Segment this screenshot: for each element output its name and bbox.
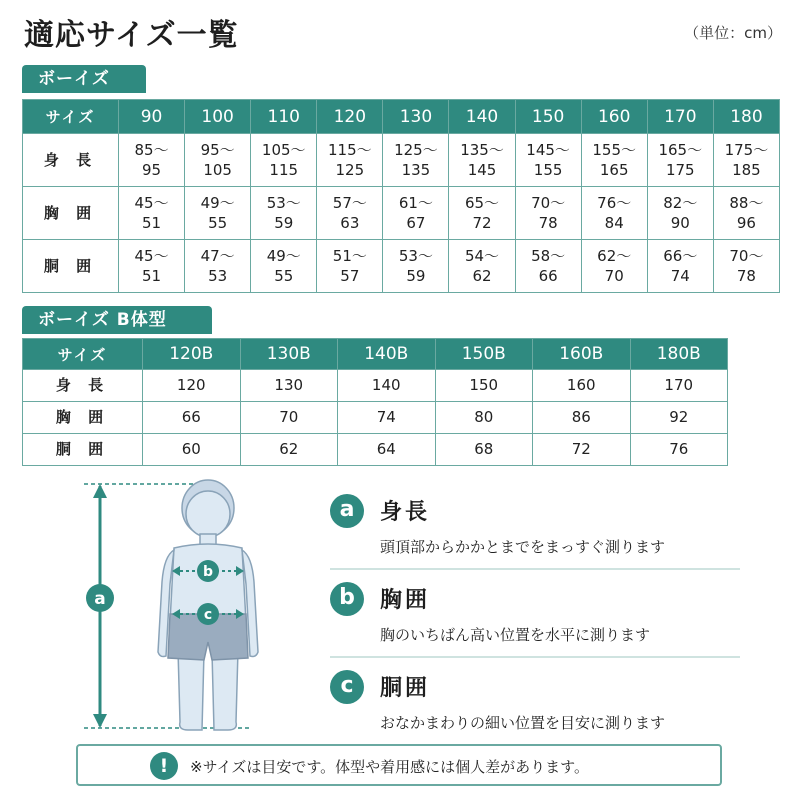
legend-b-name: 胸囲 bbox=[380, 588, 431, 613]
child-figure-illustration bbox=[70, 472, 310, 742]
table-cell: 47～ 53 bbox=[185, 240, 251, 293]
table-cell: 145～ 155 bbox=[515, 134, 581, 187]
size-column-header: 180B bbox=[630, 339, 728, 370]
table-cell: 80 bbox=[435, 402, 533, 434]
table-cell: 82～ 90 bbox=[647, 187, 713, 240]
table-cell: 76 bbox=[630, 434, 728, 466]
size-column-header: 170 bbox=[647, 100, 713, 134]
table-cell: 86 bbox=[533, 402, 631, 434]
table-cell: 74 bbox=[338, 402, 436, 434]
table-cell: 45～ 51 bbox=[119, 240, 185, 293]
table-cell: 70～ 78 bbox=[713, 240, 779, 293]
table-cell: 160 bbox=[533, 370, 631, 402]
row-label: 身 長 bbox=[23, 134, 119, 187]
row-label: 胴 囲 bbox=[23, 240, 119, 293]
table-cell: 150 bbox=[435, 370, 533, 402]
table-cell: 135～ 145 bbox=[449, 134, 515, 187]
table-cell: 58～ 66 bbox=[515, 240, 581, 293]
table-cell: 165～ 175 bbox=[647, 134, 713, 187]
table-cell: 105～ 115 bbox=[251, 134, 317, 187]
notice-box bbox=[76, 744, 722, 786]
table-cell: 57～ 63 bbox=[317, 187, 383, 240]
size-column-header: 120B bbox=[143, 339, 241, 370]
size-column-header: 120 bbox=[317, 100, 383, 134]
legend-c-badge: c bbox=[330, 670, 364, 704]
legend-a-desc: 頭頂部からかかとまでをまっすぐ測ります bbox=[380, 538, 666, 556]
size-column-header: 100 bbox=[185, 100, 251, 134]
table-header-row bbox=[23, 339, 728, 370]
row-label: 胴 囲 bbox=[23, 434, 143, 466]
table-cell: 125～ 135 bbox=[383, 134, 449, 187]
page-title: 適応サイズ一覧 bbox=[24, 18, 239, 53]
table-cell: 130 bbox=[240, 370, 338, 402]
table-cell: 140 bbox=[338, 370, 436, 402]
table-cell: 92 bbox=[630, 402, 728, 434]
table-cell: 70 bbox=[240, 402, 338, 434]
legend-a-badge: a bbox=[330, 494, 364, 528]
table-cell: 60 bbox=[143, 434, 241, 466]
marker-c-letter: c bbox=[203, 607, 213, 623]
arrow-down-icon bbox=[93, 714, 107, 728]
table-row bbox=[23, 240, 780, 293]
section-tag-boys-b: ボーイズ B体型 bbox=[22, 306, 212, 334]
legend-divider bbox=[330, 656, 740, 658]
legend-c-name: 胴囲 bbox=[380, 676, 431, 701]
size-column-header: 150B bbox=[435, 339, 533, 370]
size-header-label: サイズ bbox=[23, 100, 119, 134]
legend-b-badge: b bbox=[330, 582, 364, 616]
size-column-header: 140B bbox=[338, 339, 436, 370]
boys-size-table bbox=[22, 99, 780, 293]
size-column-header: 110 bbox=[251, 100, 317, 134]
table-cell: 61～ 67 bbox=[383, 187, 449, 240]
table-cell: 65～ 72 bbox=[449, 187, 515, 240]
boys-b-size-table bbox=[22, 338, 728, 466]
marker-a-letter: a bbox=[94, 589, 106, 609]
table-header-row bbox=[23, 100, 780, 134]
row-label: 胸 囲 bbox=[23, 402, 143, 434]
legend-a-name: 身長 bbox=[380, 500, 431, 525]
table-cell: 53～ 59 bbox=[251, 187, 317, 240]
table-cell: 155～ 165 bbox=[581, 134, 647, 187]
table-cell: 76～ 84 bbox=[581, 187, 647, 240]
row-label: 身 長 bbox=[23, 370, 143, 402]
table-cell: 95～ 105 bbox=[185, 134, 251, 187]
size-column-header: 130 bbox=[383, 100, 449, 134]
table-row bbox=[23, 402, 728, 434]
unit-label: （単位：cm） bbox=[684, 24, 782, 42]
arrow-up-icon bbox=[93, 484, 107, 498]
table-row bbox=[23, 187, 780, 240]
table-cell: 53～ 59 bbox=[383, 240, 449, 293]
table-cell: 72 bbox=[533, 434, 631, 466]
size-column-header: 150 bbox=[515, 100, 581, 134]
table-cell: 88～ 96 bbox=[713, 187, 779, 240]
table-cell: 175～ 185 bbox=[713, 134, 779, 187]
legend-b-desc: 胸のいちばん高い位置を水平に測ります bbox=[380, 626, 651, 644]
marker-b-letter: b bbox=[202, 564, 214, 580]
table-cell: 49～ 55 bbox=[185, 187, 251, 240]
size-column-header: 90 bbox=[119, 100, 185, 134]
table-cell: 66 bbox=[143, 402, 241, 434]
measurement-figure bbox=[70, 472, 310, 742]
section-tag-boys: ボーイズ bbox=[22, 65, 146, 93]
table-cell: 62～ 70 bbox=[581, 240, 647, 293]
legend-c-desc: おなかまわりの細い位置を目安に測ります bbox=[380, 714, 666, 732]
size-column-header: 140 bbox=[449, 100, 515, 134]
table-cell: 49～ 55 bbox=[251, 240, 317, 293]
size-column-header: 130B bbox=[240, 339, 338, 370]
size-column-header: 180 bbox=[713, 100, 779, 134]
table-cell: 54～ 62 bbox=[449, 240, 515, 293]
table-cell: 85～ 95 bbox=[119, 134, 185, 187]
row-label: 胸 囲 bbox=[23, 187, 119, 240]
table-row bbox=[23, 434, 728, 466]
exclamation-icon: ! bbox=[150, 752, 178, 780]
table-cell: 45～ 51 bbox=[119, 187, 185, 240]
table-row bbox=[23, 370, 728, 402]
table-cell: 120 bbox=[143, 370, 241, 402]
size-header-label: サイズ bbox=[23, 339, 143, 370]
notice-text: ※サイズは目安です。体型や着用感には個人差があります。 bbox=[190, 758, 589, 776]
table-row bbox=[23, 134, 780, 187]
table-cell: 64 bbox=[338, 434, 436, 466]
table-cell: 66～ 74 bbox=[647, 240, 713, 293]
size-column-header: 160B bbox=[533, 339, 631, 370]
table-cell: 115～ 125 bbox=[317, 134, 383, 187]
legend-divider bbox=[330, 568, 740, 570]
table-cell: 70～ 78 bbox=[515, 187, 581, 240]
table-cell: 51～ 57 bbox=[317, 240, 383, 293]
table-cell: 62 bbox=[240, 434, 338, 466]
table-cell: 170 bbox=[630, 370, 728, 402]
size-column-header: 160 bbox=[581, 100, 647, 134]
table-cell: 68 bbox=[435, 434, 533, 466]
